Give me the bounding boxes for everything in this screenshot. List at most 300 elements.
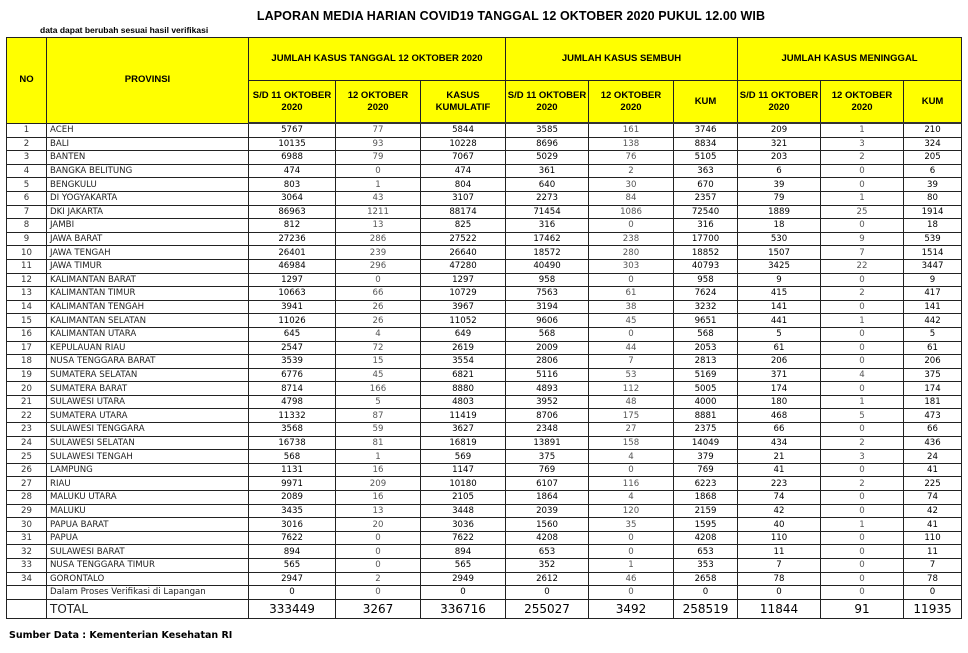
cases-cum: 26640 [421, 246, 506, 260]
header-group-deaths: JUMLAH KASUS MENINGGAL [738, 38, 962, 81]
death-today: 9 [821, 232, 904, 246]
death-cum: 436 [904, 436, 962, 450]
rec-today: 30 [589, 178, 674, 192]
cases-today: 79 [336, 151, 421, 165]
row-no: 23 [7, 423, 47, 437]
death-prev: 206 [738, 355, 821, 369]
rec-today: 48 [589, 395, 674, 409]
rec-prev: 2612 [506, 572, 589, 586]
cases-today: 0 [336, 559, 421, 573]
death-today: 1 [821, 518, 904, 532]
rec-today: 1086 [589, 205, 674, 219]
cases-cum: 10228 [421, 137, 506, 151]
death-today: 0 [821, 178, 904, 192]
death-cum: 80 [904, 191, 962, 205]
rec-today: 46 [589, 572, 674, 586]
row-no: 15 [7, 314, 47, 328]
rec-today: 4 [589, 450, 674, 464]
death-today: 0 [821, 491, 904, 505]
cases-prev: 3016 [249, 518, 336, 532]
rec-cum: 5005 [674, 382, 738, 396]
rec-cum: 670 [674, 178, 738, 192]
row-province: SULAWESI TENGGARA [47, 423, 249, 437]
death-cum: 9 [904, 273, 962, 287]
cases-today: 239 [336, 246, 421, 260]
covid-data-table [6, 37, 962, 619]
cases-today: 93 [336, 137, 421, 151]
cases-cum: 569 [421, 450, 506, 464]
death-today: 3 [821, 450, 904, 464]
death-today: 0 [821, 382, 904, 396]
rec-prev: 0 [506, 586, 589, 600]
cases-prev: 6776 [249, 368, 336, 382]
rec-prev: 1560 [506, 518, 589, 532]
death-prev: 41 [738, 463, 821, 477]
row-no: 7 [7, 205, 47, 219]
table-row [7, 518, 962, 532]
row-no: 32 [7, 545, 47, 559]
death-prev: 321 [738, 137, 821, 151]
cases-cum: 11419 [421, 409, 506, 423]
rec-prev: 2009 [506, 341, 589, 355]
death-prev: 21 [738, 450, 821, 464]
total-death-today: 91 [821, 599, 904, 618]
row-no: 28 [7, 491, 47, 505]
rec-cum: 72540 [674, 205, 738, 219]
rec-prev: 8706 [506, 409, 589, 423]
row-province: Dalam Proses Verifikasi di Lapangan [47, 586, 249, 600]
death-prev: 110 [738, 531, 821, 545]
death-prev: 0 [738, 586, 821, 600]
death-cum: 24 [904, 450, 962, 464]
header-death-cum: KUM [904, 81, 962, 124]
cases-today: 1211 [336, 205, 421, 219]
cases-cum: 47280 [421, 259, 506, 273]
rec-today: 0 [589, 545, 674, 559]
cases-cum: 5844 [421, 123, 506, 137]
row-no: 8 [7, 219, 47, 233]
rec-cum: 2053 [674, 341, 738, 355]
row-province: RIAU [47, 477, 249, 491]
cases-prev: 7622 [249, 531, 336, 545]
rec-today: 44 [589, 341, 674, 355]
rec-cum: 14049 [674, 436, 738, 450]
death-prev: 42 [738, 504, 821, 518]
table-row [7, 287, 962, 301]
total-death-prev: 11844 [738, 599, 821, 618]
row-province: KALIMANTAN SELATAN [47, 314, 249, 328]
row-province: SULAWESI BARAT [47, 545, 249, 559]
row-province: SUMATERA UTARA [47, 409, 249, 423]
row-no: 1 [7, 123, 47, 137]
rec-prev: 375 [506, 450, 589, 464]
death-today: 2 [821, 287, 904, 301]
cases-today: 286 [336, 232, 421, 246]
row-no: 21 [7, 395, 47, 409]
rec-prev: 8696 [506, 137, 589, 151]
table-row [7, 586, 962, 600]
cases-prev: 3539 [249, 355, 336, 369]
row-no: 29 [7, 504, 47, 518]
row-no: 31 [7, 531, 47, 545]
rec-cum: 2813 [674, 355, 738, 369]
cases-today: 296 [336, 259, 421, 273]
death-cum: 539 [904, 232, 962, 246]
rec-prev: 361 [506, 164, 589, 178]
rec-prev: 4893 [506, 382, 589, 396]
row-no: 4 [7, 164, 47, 178]
table-row [7, 572, 962, 586]
death-today: 0 [821, 586, 904, 600]
rec-prev: 5116 [506, 368, 589, 382]
data-source: Sumber Data : Kementerian Kesehatan RI [9, 630, 233, 641]
row-no: 34 [7, 572, 47, 586]
cases-prev: 3568 [249, 423, 336, 437]
header-death-today: 12 OKTOBER 2020 [821, 81, 904, 124]
death-cum: 442 [904, 314, 962, 328]
death-cum: 181 [904, 395, 962, 409]
cases-prev: 565 [249, 559, 336, 573]
rec-today: 120 [589, 504, 674, 518]
cases-prev: 3941 [249, 300, 336, 314]
death-prev: 61 [738, 341, 821, 355]
row-province: MALUKU [47, 504, 249, 518]
rec-cum: 0 [674, 586, 738, 600]
row-province: ACEH [47, 123, 249, 137]
table-row [7, 205, 962, 219]
cases-today: 72 [336, 341, 421, 355]
header-rec-today: 12 OKTOBER 2020 [589, 81, 674, 124]
cases-prev: 0 [249, 586, 336, 600]
rec-prev: 4208 [506, 531, 589, 545]
table-row [7, 395, 962, 409]
death-prev: 209 [738, 123, 821, 137]
row-province: JAWA TIMUR [47, 259, 249, 273]
cases-today: 0 [336, 273, 421, 287]
table-row [7, 191, 962, 205]
death-today: 0 [821, 531, 904, 545]
rec-prev: 2806 [506, 355, 589, 369]
header-provinsi: PROVINSI [47, 38, 249, 124]
death-today: 2 [821, 477, 904, 491]
cases-prev: 474 [249, 164, 336, 178]
rec-prev: 18572 [506, 246, 589, 260]
cases-cum: 3627 [421, 423, 506, 437]
row-no: 19 [7, 368, 47, 382]
header-cases-today: 12 OKTOBER 2020 [336, 81, 421, 124]
cases-cum: 3967 [421, 300, 506, 314]
cases-prev: 10135 [249, 137, 336, 151]
table-row [7, 491, 962, 505]
total-row-province: TOTAL [47, 599, 249, 618]
total-row [7, 599, 962, 618]
rec-prev: 3194 [506, 300, 589, 314]
rec-today: 0 [589, 219, 674, 233]
death-cum: 225 [904, 477, 962, 491]
cases-today: 1 [336, 450, 421, 464]
rec-cum: 1595 [674, 518, 738, 532]
cases-cum: 8880 [421, 382, 506, 396]
rec-today: 116 [589, 477, 674, 491]
death-cum: 206 [904, 355, 962, 369]
table-row [7, 436, 962, 450]
rec-today: 61 [589, 287, 674, 301]
cases-today: 26 [336, 300, 421, 314]
cases-today: 13 [336, 504, 421, 518]
rec-prev: 640 [506, 178, 589, 192]
row-no: 17 [7, 341, 47, 355]
cases-prev: 812 [249, 219, 336, 233]
total-cases-prev: 333449 [249, 599, 336, 618]
row-province: KALIMANTAN TIMUR [47, 287, 249, 301]
cases-today: 13 [336, 219, 421, 233]
death-today: 0 [821, 341, 904, 355]
rec-cum: 5105 [674, 151, 738, 165]
rec-today: 238 [589, 232, 674, 246]
table-row [7, 559, 962, 573]
cases-prev: 86963 [249, 205, 336, 219]
rec-cum: 2357 [674, 191, 738, 205]
total-death-cum: 11935 [904, 599, 962, 618]
row-province: NUSA TENGGARA TIMUR [47, 559, 249, 573]
cases-today: 0 [336, 531, 421, 545]
cases-prev: 2089 [249, 491, 336, 505]
cases-prev: 1131 [249, 463, 336, 477]
row-no [7, 586, 47, 600]
rec-cum: 769 [674, 463, 738, 477]
death-today: 5 [821, 409, 904, 423]
row-no: 10 [7, 246, 47, 260]
row-province: KALIMANTAN BARAT [47, 273, 249, 287]
rec-cum: 17700 [674, 232, 738, 246]
death-today: 0 [821, 559, 904, 573]
table-row [7, 246, 962, 260]
death-prev: 66 [738, 423, 821, 437]
rec-today: 158 [589, 436, 674, 450]
death-today: 1 [821, 123, 904, 137]
row-province: KEPULAUAN RIAU [47, 341, 249, 355]
table-row [7, 219, 962, 233]
death-prev: 223 [738, 477, 821, 491]
rec-prev: 71454 [506, 205, 589, 219]
cases-cum: 4803 [421, 395, 506, 409]
cases-cum: 3448 [421, 504, 506, 518]
row-province: SULAWESI TENGAH [47, 450, 249, 464]
death-today: 0 [821, 300, 904, 314]
death-prev: 141 [738, 300, 821, 314]
row-no: 25 [7, 450, 47, 464]
rec-prev: 2039 [506, 504, 589, 518]
death-today: 1 [821, 191, 904, 205]
rec-cum: 379 [674, 450, 738, 464]
cases-prev: 27236 [249, 232, 336, 246]
cases-today: 5 [336, 395, 421, 409]
death-today: 7 [821, 246, 904, 260]
rec-today: 1 [589, 559, 674, 573]
death-today: 2 [821, 436, 904, 450]
cases-prev: 6988 [249, 151, 336, 165]
cases-today: 43 [336, 191, 421, 205]
row-no: 12 [7, 273, 47, 287]
death-prev: 7 [738, 559, 821, 573]
row-no: 16 [7, 327, 47, 341]
rec-cum: 6223 [674, 477, 738, 491]
death-prev: 3425 [738, 259, 821, 273]
rec-cum: 2375 [674, 423, 738, 437]
row-no: 14 [7, 300, 47, 314]
cases-today: 1 [336, 178, 421, 192]
cases-prev: 10663 [249, 287, 336, 301]
death-cum: 324 [904, 137, 962, 151]
rec-cum: 353 [674, 559, 738, 573]
total-rec-today: 3492 [589, 599, 674, 618]
death-cum: 174 [904, 382, 962, 396]
death-cum: 39 [904, 178, 962, 192]
cases-prev: 645 [249, 327, 336, 341]
row-province: SULAWESI SELATAN [47, 436, 249, 450]
table-row [7, 382, 962, 396]
death-cum: 5 [904, 327, 962, 341]
row-province: JAWA TENGAH [47, 246, 249, 260]
death-prev: 6 [738, 164, 821, 178]
rec-prev: 958 [506, 273, 589, 287]
rec-today: 35 [589, 518, 674, 532]
cases-cum: 88174 [421, 205, 506, 219]
death-prev: 1507 [738, 246, 821, 260]
rec-cum: 18852 [674, 246, 738, 260]
rec-prev: 316 [506, 219, 589, 233]
rec-today: 0 [589, 586, 674, 600]
cases-cum: 3554 [421, 355, 506, 369]
death-prev: 174 [738, 382, 821, 396]
death-today: 0 [821, 164, 904, 178]
table-body [7, 123, 962, 618]
death-cum: 1514 [904, 246, 962, 260]
total-cases-today: 3267 [336, 599, 421, 618]
death-cum: 78 [904, 572, 962, 586]
death-cum: 0 [904, 586, 962, 600]
cases-today: 209 [336, 477, 421, 491]
row-no: 9 [7, 232, 47, 246]
rec-prev: 653 [506, 545, 589, 559]
cases-prev: 11026 [249, 314, 336, 328]
cases-cum: 6821 [421, 368, 506, 382]
row-province: KALIMANTAN TENGAH [47, 300, 249, 314]
row-no: 13 [7, 287, 47, 301]
rec-cum: 3232 [674, 300, 738, 314]
rec-cum: 9651 [674, 314, 738, 328]
rec-prev: 6107 [506, 477, 589, 491]
cases-today: 4 [336, 327, 421, 341]
rec-cum: 363 [674, 164, 738, 178]
cases-today: 166 [336, 382, 421, 396]
cases-cum: 16819 [421, 436, 506, 450]
table-row [7, 504, 962, 518]
table-row [7, 368, 962, 382]
death-prev: 530 [738, 232, 821, 246]
rec-today: 0 [589, 327, 674, 341]
cases-cum: 11052 [421, 314, 506, 328]
cases-cum: 2619 [421, 341, 506, 355]
rec-today: 38 [589, 300, 674, 314]
table-row [7, 151, 962, 165]
rec-cum: 5169 [674, 368, 738, 382]
death-cum: 42 [904, 504, 962, 518]
death-cum: 74 [904, 491, 962, 505]
row-province: GORONTALO [47, 572, 249, 586]
header-rec-cum: KUM [674, 81, 738, 124]
row-province: JAWA BARAT [47, 232, 249, 246]
death-prev: 434 [738, 436, 821, 450]
death-prev: 5 [738, 327, 821, 341]
header-cases-cum: KASUS KUMULATIF [421, 81, 506, 124]
death-prev: 415 [738, 287, 821, 301]
cases-today: 0 [336, 586, 421, 600]
death-prev: 180 [738, 395, 821, 409]
cases-cum: 7067 [421, 151, 506, 165]
table-row [7, 463, 962, 477]
rec-today: 76 [589, 151, 674, 165]
row-province: SUMATERA SELATAN [47, 368, 249, 382]
death-prev: 9 [738, 273, 821, 287]
death-cum: 3447 [904, 259, 962, 273]
rec-prev: 2348 [506, 423, 589, 437]
death-cum: 61 [904, 341, 962, 355]
death-prev: 79 [738, 191, 821, 205]
death-today: 0 [821, 463, 904, 477]
header-death-prev: S/D 11 OKTOBER 2020 [738, 81, 821, 124]
death-today: 1 [821, 395, 904, 409]
cases-cum: 825 [421, 219, 506, 233]
death-today: 0 [821, 545, 904, 559]
header-group-recovered: JUMLAH KASUS SEMBUH [506, 38, 738, 81]
death-cum: 18 [904, 219, 962, 233]
death-today: 0 [821, 504, 904, 518]
cases-today: 77 [336, 123, 421, 137]
row-no: 30 [7, 518, 47, 532]
death-prev: 18 [738, 219, 821, 233]
death-today: 22 [821, 259, 904, 273]
rec-prev: 5029 [506, 151, 589, 165]
cases-cum: 10729 [421, 287, 506, 301]
rec-prev: 40490 [506, 259, 589, 273]
row-no: 22 [7, 409, 47, 423]
death-cum: 205 [904, 151, 962, 165]
table-row [7, 259, 962, 273]
table-row [7, 178, 962, 192]
rec-today: 138 [589, 137, 674, 151]
cases-cum: 0 [421, 586, 506, 600]
death-prev: 40 [738, 518, 821, 532]
cases-cum: 27522 [421, 232, 506, 246]
header-no: NO [7, 38, 47, 124]
death-prev: 468 [738, 409, 821, 423]
cases-cum: 474 [421, 164, 506, 178]
table-row [7, 341, 962, 355]
rec-today: 112 [589, 382, 674, 396]
row-province: KALIMANTAN UTARA [47, 327, 249, 341]
cases-prev: 3435 [249, 504, 336, 518]
rec-cum: 4208 [674, 531, 738, 545]
rec-today: 84 [589, 191, 674, 205]
cases-today: 81 [336, 436, 421, 450]
header-rec-prev: S/D 11 OKTOBER 2020 [506, 81, 589, 124]
rec-today: 0 [589, 531, 674, 545]
death-today: 2 [821, 151, 904, 165]
table-row [7, 545, 962, 559]
death-today: 0 [821, 327, 904, 341]
death-cum: 7 [904, 559, 962, 573]
